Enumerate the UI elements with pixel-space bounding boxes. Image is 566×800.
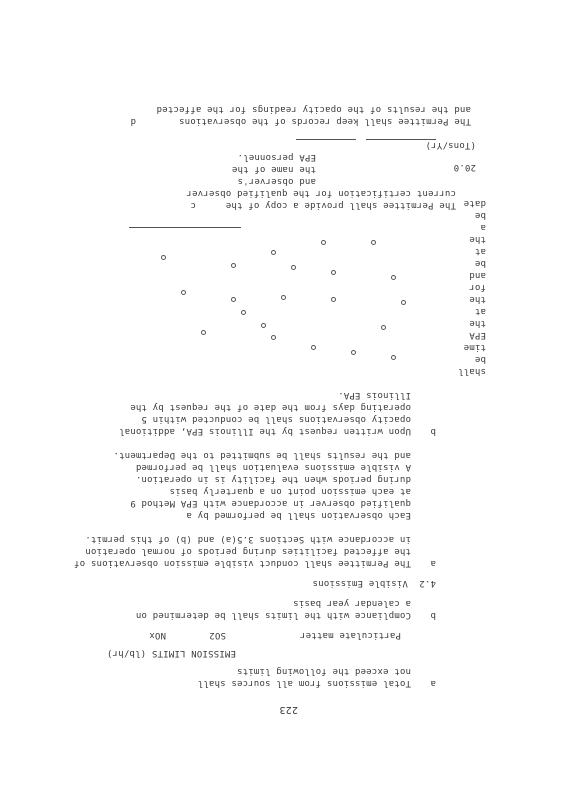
margin-word: be: [474, 210, 486, 220]
item-b-marker: b: [430, 610, 436, 620]
emission-limits-header: EMISSION LIMITS (lb/hr): [106, 648, 236, 658]
item-a-marker: a: [430, 678, 436, 688]
limits-col2: SO2: [209, 630, 226, 640]
speckle: [381, 325, 386, 330]
para-a-line: and the results shall be submitted to the Department.: [113, 450, 411, 460]
para-c-line: The Permittee shall provide a copy of the: [225, 200, 456, 210]
margin-word: a: [480, 222, 486, 232]
para-c-line: current certification for the qualified observer: [186, 188, 456, 198]
para-c-line: the name of the: [231, 164, 316, 174]
speckle: [331, 297, 336, 302]
para-a-line: the affected facilities during periods of normal operation: [85, 546, 411, 556]
speckle: [181, 290, 186, 295]
speckle: [201, 330, 206, 335]
margin-word: be: [474, 258, 486, 268]
margin-word: for: [469, 282, 486, 292]
margin-word: time: [463, 342, 486, 352]
speckle: [391, 275, 396, 280]
margin-word: be: [474, 354, 486, 364]
para-d-line: The Permittee shall keep records of the observations: [178, 116, 471, 126]
para-c-line: EPA personnel.: [237, 152, 316, 162]
para-b-line: operating days from the date of the request by the: [130, 402, 411, 412]
speckle: [371, 240, 376, 245]
field-label: (Tons/Yr): [425, 140, 476, 150]
para-a-line: qualified observer in accordance with EPA Method 9: [130, 498, 411, 508]
margin-word: shall: [457, 366, 486, 376]
speckle: [231, 297, 236, 302]
margin-word: at: [474, 306, 486, 316]
speckle: [321, 240, 326, 245]
margin-word: the: [469, 294, 486, 304]
speckle: [401, 300, 406, 305]
margin-word: at: [474, 246, 486, 256]
para-a-line: in accordance with Sections 3.5(a) and (b) of this permit.: [85, 534, 411, 544]
field-underline-2: [296, 139, 356, 140]
para-a-line: A visible emissions evaluation shall be performed: [135, 462, 411, 472]
margin-word: the: [469, 318, 486, 328]
speckle: [271, 335, 276, 340]
section-b-line2: a calendar year basis: [293, 598, 411, 608]
para-a-line: at each emission point on a quarterly basis: [169, 486, 411, 496]
margin-word: EPA: [469, 330, 486, 340]
field-value: 20.0: [453, 162, 476, 172]
para-b-line: Upon written request by the Illinois EPA, additional: [118, 426, 411, 436]
speckle: [261, 323, 266, 328]
speckle: [291, 265, 296, 270]
para-a-line: Each observation shall be performed by a: [186, 510, 411, 520]
limits-col1: Particulate matter: [299, 630, 401, 640]
speckle: [331, 270, 336, 275]
para-d-marker: d: [130, 116, 136, 126]
speckle: [351, 350, 356, 355]
para-c-line: and observer's: [237, 176, 316, 186]
para-a-line: during periods when the facility is in operation.: [135, 474, 411, 484]
speckle: [231, 263, 236, 268]
para-b-line: Illinois EPA.: [337, 390, 411, 400]
page-number: 223: [279, 704, 298, 715]
section-b-line1: Compliance with the limits shall be determined on: [135, 610, 411, 620]
rule-line: [129, 227, 241, 228]
margin-word: and: [469, 270, 486, 280]
speckle: [311, 345, 316, 350]
speckle: [271, 250, 276, 255]
section-a-line1: Total emissions from all sources shall: [197, 678, 411, 688]
para-a-marker: a: [430, 558, 436, 568]
para-c-marker: c: [190, 200, 196, 210]
margin-word: the: [469, 234, 486, 244]
margin-word: date: [463, 198, 486, 208]
speckle: [241, 310, 246, 315]
para-a-line: The Permittee shall conduct visible emission observations of: [73, 558, 411, 568]
para-b-marker: b: [430, 426, 436, 436]
speckle: [391, 355, 396, 360]
speckle: [161, 255, 166, 260]
section-a-line2: not exceed the following limits: [236, 666, 411, 676]
limits-col3: NOx: [149, 630, 166, 640]
para-b-line: opacity observations shall be conducted within 5: [141, 414, 411, 424]
speckle: [281, 295, 286, 300]
para-d-line: and the results of the opacity readings for the affected: [156, 104, 471, 114]
field-underline-1: [366, 139, 436, 140]
section-heading: 4.2 Visible Emissions: [312, 578, 436, 588]
